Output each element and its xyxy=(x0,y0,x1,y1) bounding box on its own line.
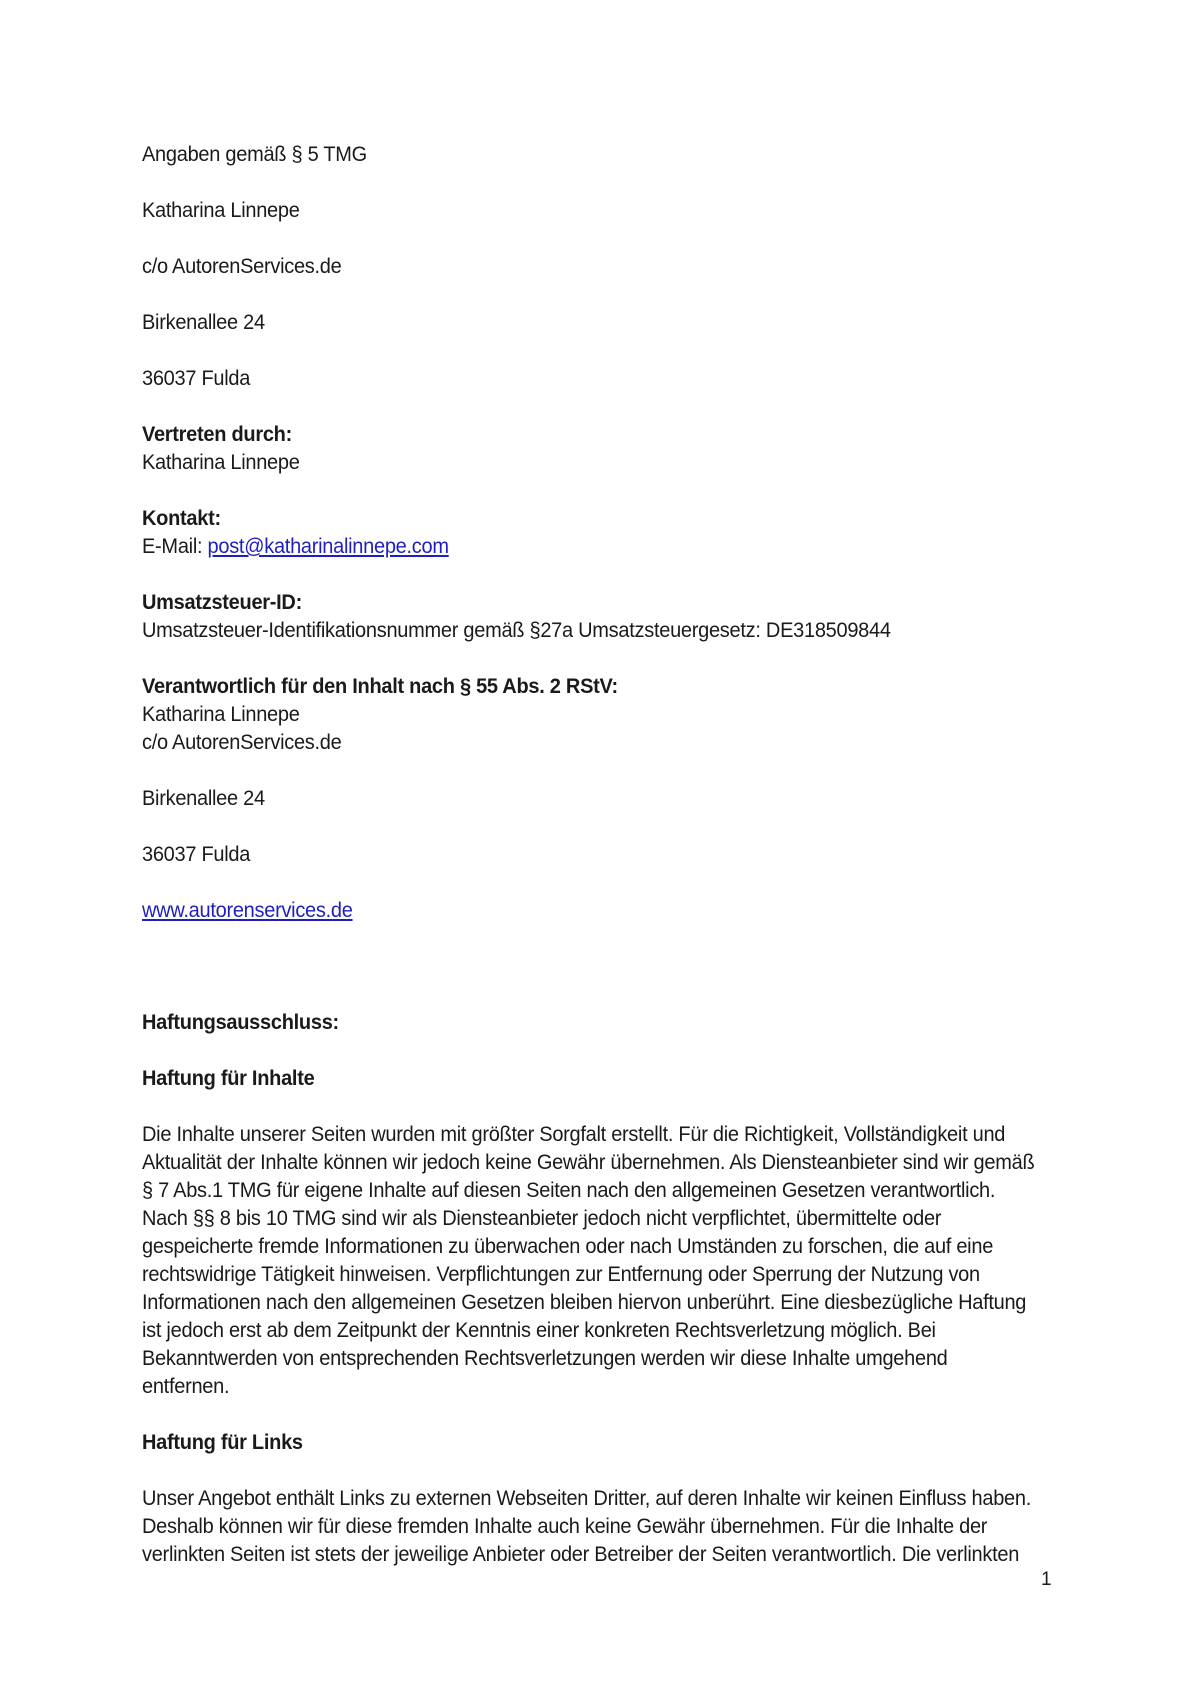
email-link[interactable]: post@katharinalinnepe.com xyxy=(207,534,449,558)
responsible-care-of: c/o AutorenServices.de xyxy=(142,730,342,754)
responsible-city: 36037 Fulda xyxy=(142,842,251,866)
paragraph-line: Bekanntwerden von entsprechenden Rechtsverletzungen werden wir diese Inhalte umgehend xyxy=(142,1346,948,1370)
responsible-label: Verantwortlich für den Inhalt nach § 55 Abs. 2 RStV: xyxy=(142,674,618,698)
paragraph-line: Nach §§ 8 bis 10 TMG sind wir als Diensteanbieter jedoch nicht verpflichtet, übermittelte oder xyxy=(142,1206,942,1230)
vat-label: Umsatzsteuer-ID: xyxy=(142,590,302,614)
paragraph-line: Aktualität der Inhalte können wir jedoch keine Gewähr übernehmen. Als Diensteanbieter sind wir gemäß xyxy=(142,1150,1035,1174)
document-content xyxy=(142,140,1035,1568)
website-line xyxy=(142,896,998,924)
vat-value: Umsatzsteuer-Identifikationsnummer gemäß §27a Umsatzsteuergesetz: DE318509844 xyxy=(142,618,891,642)
paragraph-line: Unser Angebot enthält Links zu externen Webseiten Dritter, auf deren Inhalte wir keinen Einfluss haben. xyxy=(142,1486,1032,1510)
responsible-street: Birkenallee 24 xyxy=(142,786,265,810)
paragraph-line: gespeicherte fremde Informationen zu überwachen oder nach Umständen zu forschen, die auf eine xyxy=(142,1234,994,1258)
contact-label: Kontakt: xyxy=(142,506,221,530)
page-number: 1 xyxy=(1041,1569,1052,1590)
owner-street: Birkenallee 24 xyxy=(142,310,265,334)
owner-name: Katharina Linnepe xyxy=(142,198,300,222)
paragraph-line: entfernen. xyxy=(142,1374,230,1398)
represented-label: Vertreten durch: xyxy=(142,422,292,446)
content-liability-title: Haftung für Inhalte xyxy=(142,1066,315,1090)
paragraph-line: ist jedoch erst ab dem Zeitpunkt der Kenntnis einer konkreten Rechtsverletzung möglich. Bei xyxy=(142,1318,936,1342)
paragraph-line: rechtswidrige Tätigkeit hinweisen. Verpflichtungen zur Entfernung oder Sperrung der Nutzung von xyxy=(142,1262,980,1286)
heading-tmg: Angaben gemäß § 5 TMG xyxy=(142,142,367,166)
paragraph-line: Die Inhalte unserer Seiten wurden mit größter Sorgfalt erstellt. Für die Richtigkeit, Vollständigkeit und xyxy=(142,1122,1006,1146)
link-liability-paragraph xyxy=(142,1484,1032,1568)
email-prefix: E-Mail: xyxy=(142,534,208,558)
owner-care-of: c/o AutorenServices.de xyxy=(142,254,342,278)
website-link[interactable]: www.autorenservices.de xyxy=(142,898,353,922)
responsible-name: Katharina Linnepe xyxy=(142,702,300,726)
paragraph-line: verlinkten Seiten ist stets der jeweilige Anbieter oder Betreiber der Seiten verantwortlich. Die verlinkten xyxy=(142,1542,1020,1566)
paragraph-line: § 7 Abs.1 TMG für eigene Inhalte auf diesen Seiten nach den allgemeinen Gesetzen verantwortlich. xyxy=(142,1178,996,1202)
paragraph-line: Deshalb können wir für diese fremden Inhalte auch keine Gewähr übernehmen. Für die Inhalte der xyxy=(142,1514,988,1538)
owner-city: 36037 Fulda xyxy=(142,366,251,390)
disclaimer-title: Haftungsausschluss: xyxy=(142,1010,339,1034)
paragraph-line: Informationen nach den allgemeinen Gesetzen bleiben hiervon unberührt. Eine diesbezügliche Haftung xyxy=(142,1290,1027,1314)
represented-value: Katharina Linnepe xyxy=(142,450,300,474)
contact-email-line xyxy=(142,532,998,560)
content-liability-paragraph xyxy=(142,1120,1035,1400)
link-liability-title: Haftung für Links xyxy=(142,1430,303,1454)
